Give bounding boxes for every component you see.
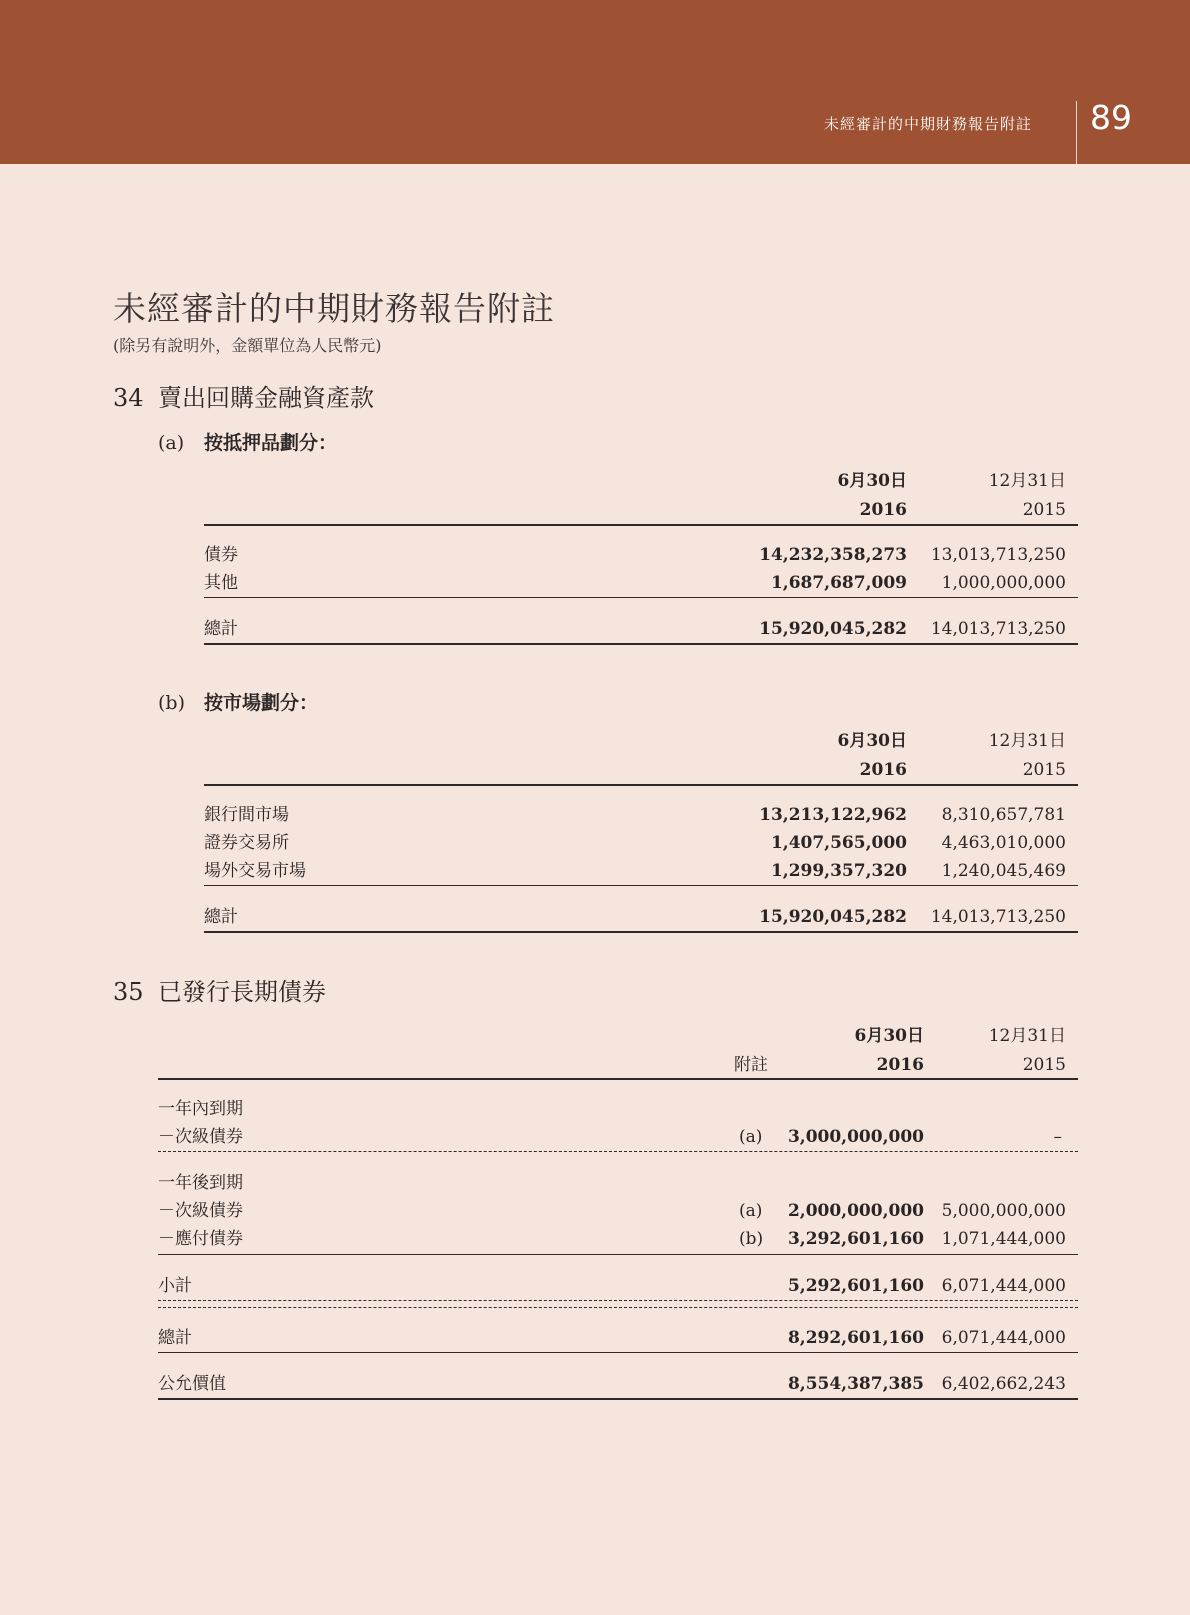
subsection-b-heading <box>158 688 318 715</box>
page-title: 未經審計的中期財務報告附註 <box>113 289 555 328</box>
subtotal-rule <box>158 1254 1078 1255</box>
col-header-2015-top: 12月31日 <box>988 731 1066 751</box>
header-band <box>0 0 1190 164</box>
total-rule <box>204 643 1078 645</box>
row-value-2015: – <box>1053 1127 1062 1147</box>
row-value-2016: 1,407,565,000 <box>770 833 907 853</box>
col-header-2015-top: 12月31日 <box>988 1026 1066 1046</box>
section-35-heading <box>113 972 326 1007</box>
col-header-2016-year: 2016 <box>859 760 907 780</box>
total-value-2016: 15,920,045,282 <box>759 907 907 927</box>
col-header-2016-year: 2016 <box>876 1055 924 1075</box>
subsection-label: (b) <box>158 692 185 714</box>
row-label: －次級債券 <box>158 1127 243 1147</box>
dashed-rule <box>158 1307 1078 1308</box>
total-value-2015: 14,013,713,250 <box>930 907 1066 927</box>
subtotal-value-2016: 5,292,601,160 <box>787 1276 924 1296</box>
total-label: 總計 <box>204 619 238 639</box>
row-value-2016: 1,299,357,320 <box>770 861 907 881</box>
total-rule <box>204 931 1078 933</box>
col-header-2015-year: 2015 <box>1022 1055 1066 1075</box>
header-rule <box>158 1078 1078 1080</box>
row-value-2015: 1,240,045,469 <box>941 861 1066 881</box>
row-value-2016: 14,232,358,273 <box>759 545 907 565</box>
row-label: －次級債券 <box>158 1201 243 1221</box>
note-column-header: 附註 <box>734 1055 768 1075</box>
total-value-2015: 6,071,444,000 <box>941 1328 1066 1348</box>
row-label: 銀行間市場 <box>204 805 289 825</box>
section-number: 35 <box>113 978 144 1006</box>
row-label: 證券交易所 <box>204 833 289 853</box>
row-value-2015: 5,000,000,000 <box>941 1201 1066 1221</box>
total-label: 總計 <box>158 1328 192 1348</box>
fair-value-2016: 8,554,387,385 <box>787 1374 924 1394</box>
row-note: (b) <box>739 1229 764 1249</box>
page-subtitle: (除另有說明外，金額單位為人民幣元) <box>113 336 382 355</box>
header-divider <box>1076 101 1077 164</box>
col-header-2016-top: 6月30日 <box>837 731 907 751</box>
group-heading: 一年內到期 <box>158 1099 243 1119</box>
row-value-2015: 13,013,713,250 <box>930 545 1066 565</box>
row-value-2016: 1,687,687,009 <box>770 573 907 593</box>
fair-value-2015: 6,402,662,243 <box>941 1374 1066 1394</box>
subtotal-rule <box>204 597 1078 598</box>
total-value-2016: 15,920,045,282 <box>759 619 907 639</box>
fair-value-label: 公允價值 <box>158 1374 226 1394</box>
total-value-2016: 8,292,601,160 <box>787 1328 924 1348</box>
col-header-2015-year: 2015 <box>1022 500 1066 520</box>
bottom-rule <box>158 1398 1078 1400</box>
subsection-a-heading <box>158 428 337 455</box>
row-value-2016: 2,000,000,000 <box>787 1201 924 1221</box>
total-value-2015: 14,013,713,250 <box>930 619 1066 639</box>
col-header-2015-top: 12月31日 <box>988 471 1066 491</box>
header-rule <box>204 784 1078 786</box>
section-title: 賣出回購金融資產款 <box>158 384 374 412</box>
col-header-2016-year: 2016 <box>859 500 907 520</box>
section-title: 已發行長期債券 <box>158 978 326 1006</box>
dashed-rule <box>158 1151 1078 1152</box>
dashed-rule <box>158 1300 1078 1301</box>
row-label: 其他 <box>204 573 238 593</box>
total-label: 總計 <box>204 907 238 927</box>
section-34-heading <box>113 378 374 413</box>
row-label: 場外交易市場 <box>204 861 306 881</box>
group-heading: 一年後到期 <box>158 1173 243 1193</box>
section-number: 34 <box>113 384 144 412</box>
row-label: 債券 <box>204 545 238 565</box>
header-rule <box>204 524 1078 526</box>
running-header-title: 未經審計的中期財務報告附註 <box>823 115 1032 133</box>
subsection-label: (a) <box>158 432 185 454</box>
row-label: －應付債券 <box>158 1229 243 1249</box>
subtotal-value-2015: 6,071,444,000 <box>941 1276 1066 1296</box>
col-header-2015-year: 2015 <box>1022 760 1066 780</box>
row-value-2015: 8,310,657,781 <box>941 805 1066 825</box>
row-value-2015: 4,463,010,000 <box>941 833 1066 853</box>
col-header-2016-top: 6月30日 <box>854 1026 924 1046</box>
page-number: 89 <box>1090 98 1132 137</box>
subsection-title: 按抵押品劃分： <box>204 432 338 454</box>
subsection-title: 按市場劃分： <box>204 692 319 714</box>
row-value-2015: 1,000,000,000 <box>941 573 1066 593</box>
total-rule <box>158 1352 1078 1353</box>
row-value-2016: 3,292,601,160 <box>787 1229 924 1249</box>
row-value-2016: 13,213,122,962 <box>759 805 907 825</box>
row-value-2016: 3,000,000,000 <box>787 1127 924 1147</box>
subtotal-label: 小計 <box>158 1276 192 1296</box>
subtotal-rule <box>204 885 1078 886</box>
row-note: (a) <box>739 1201 763 1221</box>
row-note: (a) <box>739 1127 763 1147</box>
row-value-2015: 1,071,444,000 <box>941 1229 1066 1249</box>
col-header-2016-top: 6月30日 <box>837 471 907 491</box>
